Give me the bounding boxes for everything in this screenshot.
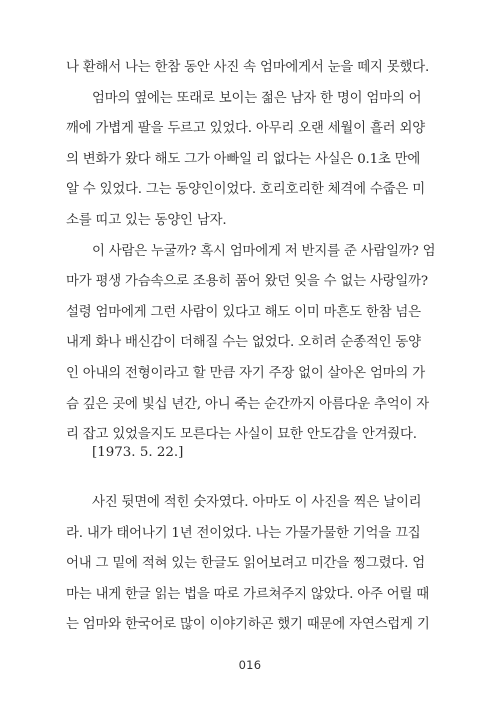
text-line: 엄마의 옆에는 또래로 보이는 젊은 남자 한 명이 엄마의 어 bbox=[92, 90, 422, 106]
text-line: 마가 평생 가슴속으로 조용히 품어 왔던 잊을 수 없는 사랑일까? bbox=[66, 274, 428, 290]
text-line: 설령 엄마에게 그런 사람이 있다고 해도 이미 마흔도 한참 넘은 bbox=[66, 304, 421, 320]
date-annotation: [1973. 5. 22.] bbox=[92, 445, 184, 460]
text-line: 사진 뒷면에 적힌 숫자였다. 아마도 이 사진을 찍은 날이리 bbox=[92, 495, 422, 510]
text-line: 마는 내게 한글 읽는 법을 따로 가르쳐주지 않았다. 아주 어릴 때 bbox=[66, 586, 430, 602]
text-line: 깨에 가볍게 팔을 두르고 있었다. 아무리 오랜 세월이 흘러 외양 bbox=[66, 121, 425, 137]
text-line: 어내 그 밑에 적혀 있는 한글도 읽어보려고 미간을 찡그렸다. 엄 bbox=[66, 556, 425, 572]
paragraph-block-2 bbox=[66, 488, 430, 641]
text-line: 의 변화가 왔다 해도 그가 아빠일 리 없다는 사실은 0.1초 만에 bbox=[66, 151, 421, 167]
text-line: 소를 띠고 있는 동양인 남자. bbox=[66, 212, 227, 228]
paragraph-block-1 bbox=[66, 53, 436, 451]
text-line: 이 사람은 누굴까? 혹시 엄마에게 저 반지를 준 사람일까? 엄 bbox=[92, 243, 436, 259]
text-line: 내게 화나 배신감이 더해질 수는 없었다. 오히려 순종적인 동양 bbox=[66, 335, 421, 351]
text-line: 나 환해서 나는 한참 동안 사진 속 엄마에게서 눈을 떼지 못했다. bbox=[66, 60, 430, 75]
text-line: 인 아내의 전형이라고 할 만큼 자기 주장 없이 살아온 엄마의 가 bbox=[66, 365, 425, 381]
text-line: 는 엄마와 한국어로 많이 이야기하곤 했기 때문에 자연스럽게 기 bbox=[66, 617, 430, 633]
text-line: 리 잡고 있었을지도 모른다는 사실이 묘한 안도감을 안겨줬다. bbox=[66, 427, 417, 443]
page-number: 016 bbox=[238, 658, 262, 672]
text-line: 슴 깊은 곳에 빛십 년간, 아니 죽는 순간까지 아름다운 추억이 자 bbox=[66, 396, 430, 412]
text-line: 알 수 있었다. 그는 동양인이었다. 호리호리한 체격에 수줍은 미 bbox=[66, 182, 425, 198]
text-line: 라. 내가 태어나기 1년 전이었다. 나는 가물가물한 기억을 끄집 bbox=[66, 525, 421, 541]
